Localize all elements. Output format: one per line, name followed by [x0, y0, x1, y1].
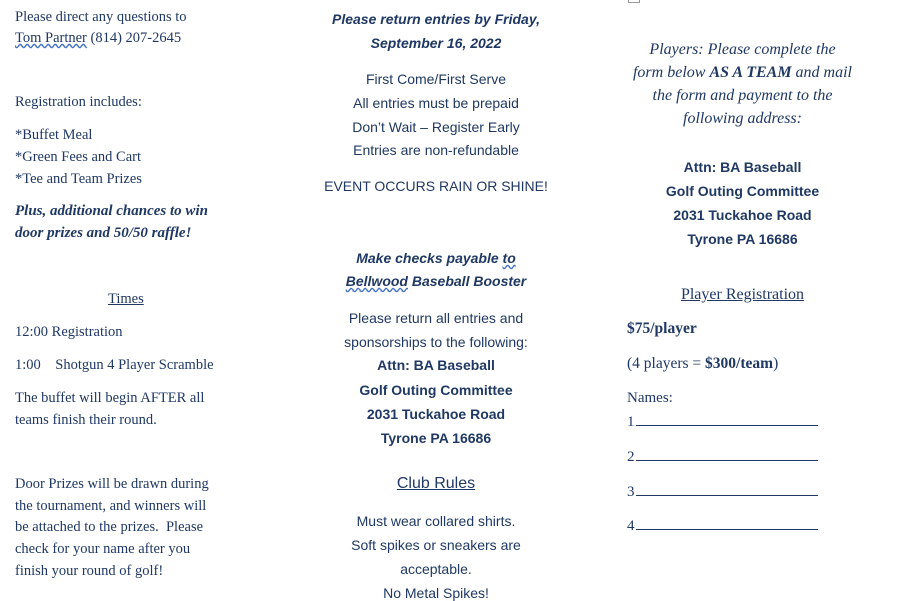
times-heading: Times	[108, 291, 144, 307]
deadline-date: September 16, 2022	[370, 35, 502, 51]
name-field-2[interactable]	[627, 448, 818, 466]
club-rule: Must wear collared shirts.	[356, 513, 516, 529]
door-prize-line: be attached to the prizes. Please	[15, 519, 204, 535]
team-price-text: (4 players =	[627, 355, 706, 372]
contact-name: Tom Partner	[15, 30, 87, 46]
intro-line: the form and payment to the	[652, 87, 833, 104]
checks-text: Make checks payable	[356, 250, 503, 266]
intro-text: and mail	[791, 64, 852, 81]
return-line: Please return all entries and	[348, 310, 524, 326]
include-item: *Buffet Meal	[15, 127, 93, 143]
registration-heading	[610, 286, 875, 304]
address-line: Attn: BA Baseball	[377, 357, 495, 373]
contact-line	[15, 30, 181, 47]
checks-payee	[300, 273, 572, 289]
include-item: *Tee and Team Prizes	[15, 171, 142, 187]
rain-notice: EVENT OCCURS RAIN OR SHINE!	[324, 178, 548, 194]
policy-line: First Come/First Serve	[365, 71, 506, 87]
deadline-line: Please return entries by Friday,	[331, 11, 540, 27]
club-rules-heading	[300, 475, 572, 493]
time-shotgun: 1:00 Shotgun 4 Player Scramble	[15, 357, 214, 373]
policy-line: Entries are non-refundable	[353, 142, 519, 158]
time-registration: 12:00 Registration	[15, 324, 123, 340]
left-column	[15, 0, 275, 601]
name-number: 1	[627, 414, 635, 430]
name-field-1[interactable]	[627, 413, 818, 431]
name-blank[interactable]	[636, 413, 818, 426]
plus-line: door prizes and 50/50 raffle!	[15, 225, 192, 241]
team-price-amount: $300/team	[705, 355, 774, 372]
checks-line	[300, 250, 572, 266]
address-line: Golf Outing Committee	[665, 183, 820, 199]
contact-phone: (814) 207-2645	[90, 30, 182, 46]
right-column	[610, 0, 880, 601]
name-number: 2	[627, 449, 635, 465]
address-line: Tyrone PA 16686	[380, 430, 492, 446]
intro-emphasis: AS A TEAM	[709, 64, 792, 81]
names-label: Names:	[627, 390, 673, 406]
door-prize-line: the tournament, and winners will	[15, 498, 207, 514]
policy-line: Don’t Wait – Register Early	[352, 119, 520, 135]
team-price	[627, 355, 778, 373]
name-blank[interactable]	[636, 517, 818, 530]
address-line: 2031 Tuckahoe Road	[673, 207, 812, 223]
include-item: *Green Fees and Cart	[15, 149, 142, 165]
return-line: sponsorships to the following:	[344, 334, 528, 350]
address-line: 2031 Tuckahoe Road	[366, 406, 506, 422]
includes-heading: Registration includes:	[15, 94, 142, 110]
checks-to: to	[502, 250, 516, 266]
club-rule: acceptable.	[400, 561, 472, 577]
name-field-3[interactable]	[627, 483, 818, 501]
intro-text: form below	[632, 64, 710, 81]
payee-rest: Baseball Booster	[407, 273, 527, 289]
contact-intro: Please direct any questions to	[15, 9, 187, 25]
buffet-line: The buffet will begin AFTER all	[15, 390, 205, 406]
policy-line: All entries must be prepaid	[353, 95, 519, 111]
name-blank[interactable]	[636, 483, 818, 496]
door-prize-line: check for your name after you	[15, 541, 191, 557]
intro-line: following address:	[683, 110, 802, 127]
name-number: 4	[627, 518, 635, 534]
buffet-line: teams finish their round.	[15, 412, 157, 428]
club-rule: No Metal Spikes!	[383, 585, 489, 601]
door-prize-line: finish your round of golf!	[15, 563, 164, 579]
middle-column	[300, 0, 572, 601]
payee-bellwood: Bellwood	[345, 273, 408, 289]
address-line: Tyrone PA 16686	[687, 231, 798, 247]
name-blank[interactable]	[636, 448, 818, 461]
name-number: 3	[627, 484, 635, 500]
club-rules-title: Club Rules	[396, 475, 476, 492]
address-line: Attn: BA Baseball	[683, 159, 802, 175]
name-field-4[interactable]	[627, 517, 818, 535]
team-price-close: )	[773, 355, 779, 372]
price-per-player: $75/player	[627, 320, 697, 337]
intro-line	[610, 64, 875, 82]
address-line: Golf Outing Committee	[359, 382, 513, 398]
intro-line: Players: Please complete the	[649, 41, 836, 58]
plus-line: Plus, additional chances to win	[15, 203, 208, 219]
registration-title: Player Registration	[680, 286, 805, 303]
club-rule: Soft spikes or sneakers are	[351, 537, 521, 553]
door-prize-line: Door Prizes will be drawn during	[15, 476, 209, 492]
